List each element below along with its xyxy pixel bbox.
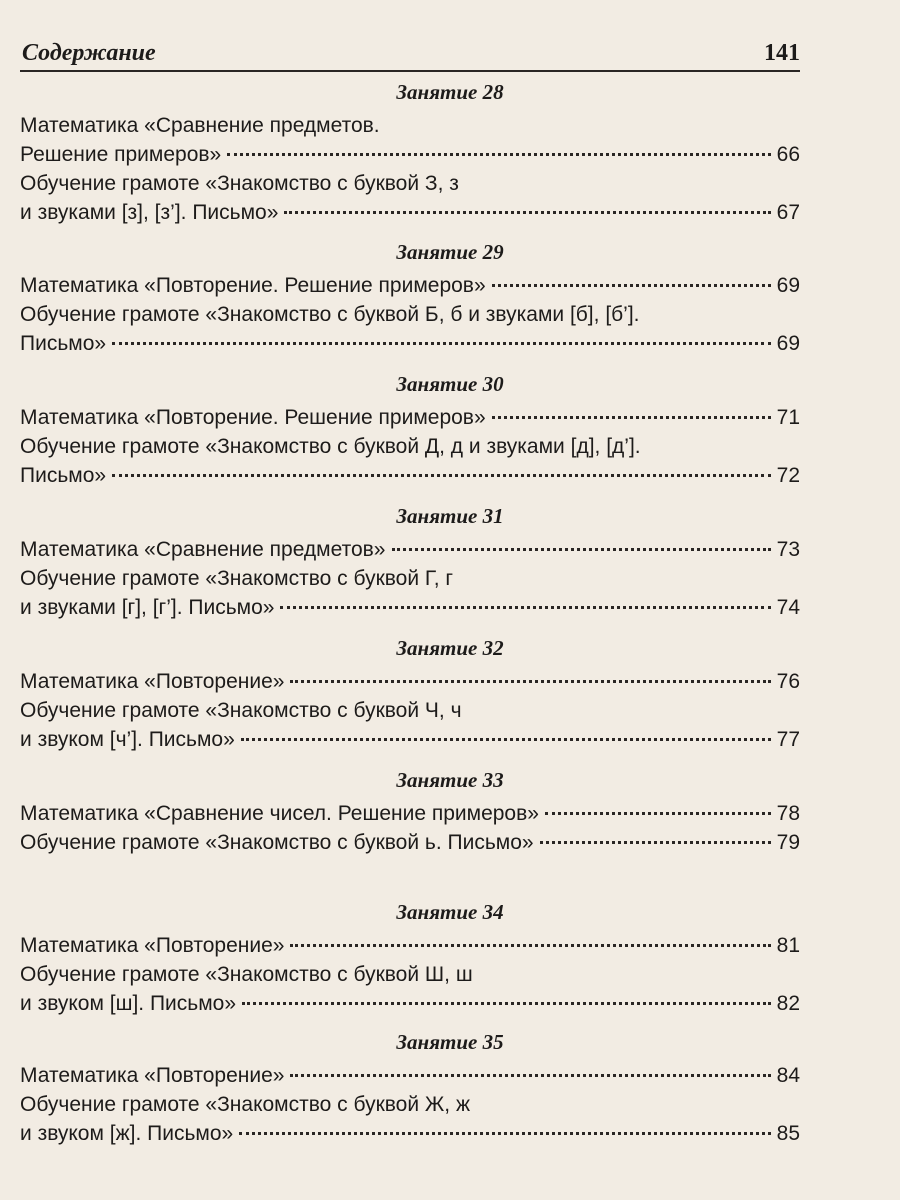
section-title: Занятие 34 [396, 900, 504, 924]
entry-text: Решение примеров» [20, 143, 222, 166]
entry-line [20, 1090, 800, 1119]
entry-line [20, 1119, 800, 1148]
entry-line [20, 828, 800, 857]
entry-page-number: 84 [776, 1064, 800, 1087]
entry-text: Математика «Повторение» [20, 670, 285, 693]
dot-leader [241, 738, 771, 741]
toc-entry[interactable] [20, 111, 800, 169]
entry-text: Обучение грамоте «Знакомство с буквой Б, б и звуками [б], [б’]. [20, 303, 640, 326]
entry-text: Математика «Сравнение предметов. [20, 114, 380, 137]
dot-leader [239, 1132, 770, 1135]
dot-leader [112, 474, 771, 477]
entry-page-number: 82 [776, 992, 800, 1015]
entry-line [20, 725, 800, 754]
page-number: 141 [764, 40, 800, 66]
dot-leader [112, 342, 771, 345]
entry-page-number: 79 [776, 831, 800, 854]
entry-page-number: 67 [776, 201, 800, 224]
entry-text: и звуком [ж]. Письмо» [20, 1122, 234, 1145]
section-title: Занятие 32 [396, 636, 504, 660]
entry-line [20, 198, 800, 227]
entry-line [20, 989, 800, 1018]
entry-line [20, 140, 800, 169]
entry-page-number: 66 [776, 143, 800, 166]
toc-section [20, 900, 800, 1018]
toc-entry[interactable] [20, 300, 800, 358]
entry-text: Письмо» [20, 332, 107, 355]
entry-page-number: 69 [776, 274, 800, 297]
entry-line [20, 535, 800, 564]
entry-line [20, 696, 800, 725]
toc-entry[interactable] [20, 696, 800, 754]
dot-leader [392, 548, 771, 551]
entry-line [20, 329, 800, 358]
entry-text: Обучение грамоте «Знакомство с буквой Ч, ч [20, 699, 462, 722]
toc-entry[interactable] [20, 1061, 800, 1090]
toc-entry[interactable] [20, 1090, 800, 1148]
toc-entry[interactable] [20, 535, 800, 564]
entry-page-number: 78 [776, 802, 800, 825]
entry-text: Математика «Повторение. Решение примеров» [20, 406, 486, 429]
section-title: Занятие 33 [396, 768, 504, 792]
entry-text: Обучение грамоте «Знакомство с буквой З, з [20, 172, 459, 195]
toc-section [20, 1030, 800, 1148]
dot-leader [492, 284, 771, 287]
dot-leader [284, 211, 770, 214]
entry-text: и звуками [з], [з’]. Письмо» [20, 201, 279, 224]
dot-leader [290, 680, 770, 683]
entry-text: Математика «Повторение» [20, 1064, 285, 1087]
toc-entry[interactable] [20, 960, 800, 1018]
dot-leader [280, 606, 770, 609]
toc-section [20, 504, 800, 622]
toc-section [20, 80, 800, 227]
toc-section [20, 768, 800, 857]
entry-line [20, 593, 800, 622]
entry-text: Письмо» [20, 464, 107, 487]
section-title: Занятие 30 [396, 372, 504, 396]
entry-text: Обучение грамоте «Знакомство с буквой Г, г [20, 567, 454, 590]
dot-leader [290, 1074, 770, 1077]
toc-entry[interactable] [20, 403, 800, 432]
entry-text: и звуком [ч’]. Письмо» [20, 728, 235, 751]
toc-entry[interactable] [20, 799, 800, 828]
toc-entry[interactable] [20, 432, 800, 490]
entry-line [20, 461, 800, 490]
entry-page-number: 72 [776, 464, 800, 487]
entry-line [20, 432, 800, 461]
entry-line [20, 111, 800, 140]
toc-entry[interactable] [20, 271, 800, 300]
section-title: Занятие 31 [396, 504, 504, 528]
entry-line [20, 271, 800, 300]
entry-line [20, 960, 800, 989]
entry-page-number: 85 [776, 1122, 800, 1145]
toc-entry[interactable] [20, 931, 800, 960]
entry-page-number: 81 [776, 934, 800, 957]
toc-entry[interactable] [20, 828, 800, 857]
entry-line [20, 300, 800, 329]
entry-page-number: 73 [776, 538, 800, 561]
entry-page-number: 74 [776, 596, 800, 619]
entry-page-number: 71 [776, 406, 800, 429]
entry-line [20, 169, 800, 198]
entry-page-number: 69 [776, 332, 800, 355]
entry-line [20, 667, 800, 696]
toc-entry[interactable] [20, 667, 800, 696]
dot-leader [492, 416, 771, 419]
toc-section [20, 636, 800, 754]
dot-leader [545, 812, 771, 815]
entry-text: и звуком [ш]. Письмо» [20, 992, 237, 1015]
entry-text: Математика «Сравнение чисел. Решение примеров» [20, 802, 539, 825]
toc-section [20, 372, 800, 490]
running-title: Содержание [22, 40, 156, 66]
entry-page-number: 77 [776, 728, 800, 751]
toc-entry[interactable] [20, 169, 800, 227]
toc-section [20, 240, 800, 358]
entry-page-number: 76 [776, 670, 800, 693]
entry-text: Обучение грамоте «Знакомство с буквой Ш, ш [20, 963, 473, 986]
entry-text: Обучение грамоте «Знакомство с буквой Д, д и звуками [д], [д’]. [20, 435, 641, 458]
dot-leader [290, 944, 770, 947]
entry-line [20, 564, 800, 593]
entry-text: Математика «Сравнение предметов» [20, 538, 386, 561]
section-title: Занятие 29 [396, 240, 504, 264]
dot-leader [227, 153, 770, 156]
entry-text: Математика «Повторение. Решение примеров» [20, 274, 486, 297]
entry-line [20, 931, 800, 960]
entry-line [20, 403, 800, 432]
entry-text: Математика «Повторение» [20, 934, 285, 957]
section-title: Занятие 28 [396, 80, 504, 104]
section-title: Занятие 35 [396, 1030, 504, 1054]
dot-leader [242, 1002, 771, 1005]
dot-leader [540, 841, 771, 844]
entry-line [20, 799, 800, 828]
entry-line [20, 1061, 800, 1090]
entry-text: Обучение грамоте «Знакомство с буквой ь. Письмо» [20, 831, 534, 854]
toc-entry[interactable] [20, 564, 800, 622]
page-header [20, 34, 800, 72]
entry-text: и звуками [г], [г’]. Письмо» [20, 596, 275, 619]
entry-text: Обучение грамоте «Знакомство с буквой Ж, ж [20, 1093, 471, 1116]
